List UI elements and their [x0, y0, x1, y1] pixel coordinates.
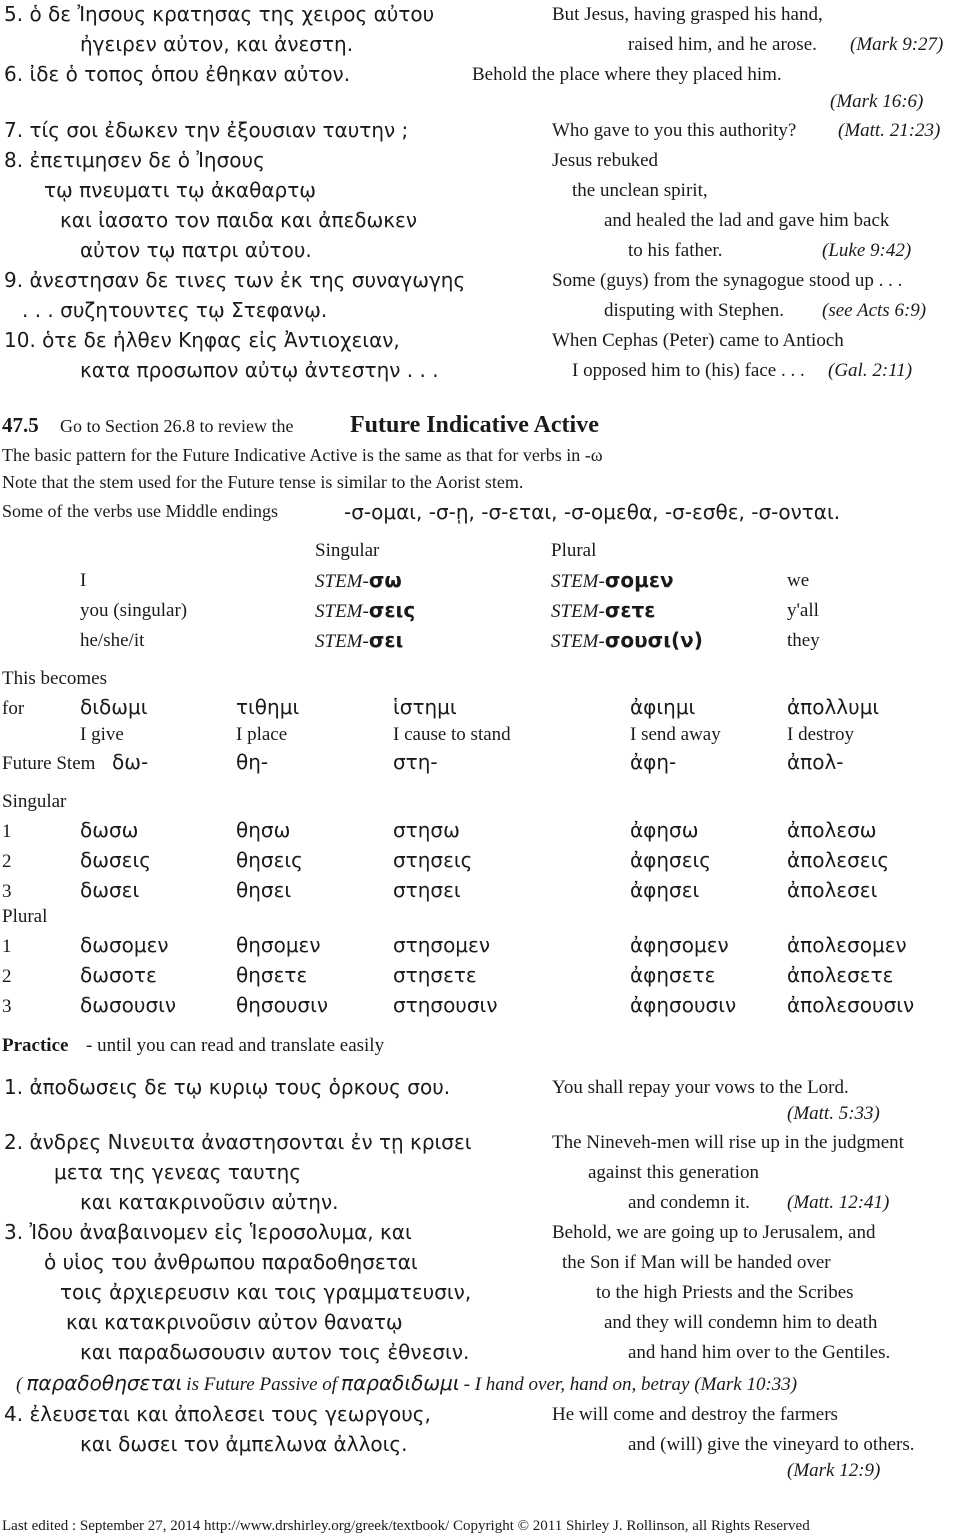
- person-number: 2: [2, 966, 12, 987]
- practice-3-greek: 3. Ἰδου ἀναβαινομεν εἰς Ἱεροσολυμα, και: [4, 1220, 412, 1244]
- person-number: 1: [2, 936, 12, 957]
- practice-3-greek-2: ὁ υἱος του ἀνθρωπου παραδοθησεται: [44, 1250, 418, 1274]
- verb-form: ἀφησει: [630, 878, 700, 902]
- verb-form: ἀπολεσω: [787, 818, 877, 842]
- verb-form: θησει: [236, 878, 292, 902]
- practice-1-english: You shall repay your vows to the Lord.: [552, 1077, 849, 1098]
- plural-ending-cell: STEM-σετε: [551, 598, 656, 622]
- person-label: he/she/it: [80, 630, 145, 651]
- verb-form: ἀφησω: [630, 818, 699, 842]
- verb-gloss: I send away: [630, 724, 721, 745]
- example-8-english-3: and healed the lad and gave him back: [604, 210, 890, 231]
- verb-lemma: ἱστημι: [393, 695, 457, 719]
- practice-4-greek-2: και δωσει τον ἀμπελωνα ἀλλοις.: [80, 1432, 408, 1456]
- verb-form: στησει: [393, 878, 461, 902]
- example-5-greek: 5. ὁ δε Ἰησους κρατησας της χειρος αὐτου: [4, 2, 435, 26]
- verb-form: ἀπολεσομεν: [787, 933, 907, 957]
- section-line-1: The basic pattern for the Future Indicative Active is the same as that for verbs in -ω: [2, 445, 603, 465]
- verb-form: ἀπολεσει: [787, 878, 878, 902]
- verb-form: δωσει: [80, 878, 140, 902]
- verb-lemma: ἀπολλυμι: [787, 695, 880, 719]
- example-9-english: Some (guys) from the synagogue stood up . . .: [552, 270, 903, 291]
- verb-form: θησω: [236, 818, 291, 842]
- verb-form: στησουσιν: [393, 993, 498, 1017]
- becomes-label: This becomes: [2, 668, 108, 689]
- verb-form: στησομεν: [393, 933, 491, 957]
- example-8-greek: 8. ἐπετιμησεν δε ὁ Ἰησους: [4, 148, 265, 172]
- verb-form: θησεις: [236, 848, 303, 872]
- person-label: you (singular): [80, 600, 188, 621]
- example-9-greek: 9. ἀνεστησαν δε τινες των ἐκ της συναγωγης: [4, 268, 466, 292]
- practice-3-greek-3: τοις ἀρχιερευσιν και τοις γραμματευσιν,: [60, 1280, 472, 1304]
- practice-2-english-2: against this generation: [588, 1162, 759, 1183]
- practice-2-english-3: and condemn it.: [628, 1192, 750, 1213]
- scripture-reference: (see Acts 6:9): [822, 300, 927, 321]
- verb-form: ἀφησομεν: [630, 933, 729, 957]
- person-number: 1: [2, 821, 12, 842]
- section-number: 47.5: [2, 413, 39, 437]
- verb-form: ἀφησουσιν: [630, 993, 737, 1017]
- person-number: 3: [2, 881, 12, 902]
- practice-2-greek-3: και κατακρινοῦσιν αὐτην.: [80, 1190, 339, 1214]
- person-label: I: [80, 570, 87, 591]
- example-7-english: Who gave to you this authority?: [552, 120, 797, 141]
- scripture-reference: (Mark 9:27): [850, 34, 944, 55]
- practice-4-greek: 4. ἐλευσεται και ἀπολεσει τους γεωργους,: [4, 1402, 431, 1426]
- practice-2-english: The Nineveh-men will rise up in the judgment: [552, 1132, 904, 1153]
- plural-person-label: y'all: [787, 600, 819, 621]
- verb-form: στησω: [393, 818, 460, 842]
- singular-ending-cell: STEM-σω: [315, 568, 402, 592]
- verb-form: ἀπολεσεις: [787, 848, 890, 872]
- singular-label: Singular: [2, 791, 67, 812]
- example-5-english-2: raised him, and he arose.: [628, 34, 817, 55]
- practice-3-english-2: the Son if Man will be handed over: [562, 1252, 831, 1273]
- example-6-english: Behold the place where they placed him.: [472, 64, 782, 85]
- example-8-english-4: to his father.: [628, 240, 723, 261]
- example-8-greek-2: τῳ πνευματι τῳ ἀκαθαρτῳ: [44, 178, 317, 202]
- verb-form: ἀφησεις: [630, 848, 712, 872]
- singular-ending-cell: STEM-σει: [315, 628, 404, 652]
- section-line-3: Some of the verbs use Middle endings: [2, 501, 278, 521]
- scripture-reference: (Matt. 21:23): [838, 120, 941, 141]
- verb-form: στησετε: [393, 963, 477, 987]
- future-stem: ἀπολ-: [787, 750, 844, 774]
- col-header-plural: Plural: [551, 540, 597, 561]
- future-stem: στη-: [393, 750, 438, 774]
- practice-4-english-2: and (will) give the vineyard to others.: [628, 1434, 915, 1455]
- verb-lemma: διδωμι: [80, 695, 148, 719]
- plural-ending-cell: STEM-σομεν: [551, 568, 674, 592]
- example-5-english: But Jesus, having grasped his hand,: [552, 4, 823, 25]
- example-10-english: When Cephas (Peter) came to Antioch: [552, 330, 844, 351]
- example-7-greek: 7. τίς σοι ἐδωκεν την ἐξουσιαν ταυτην ;: [4, 118, 409, 142]
- example-6-greek: 6. ἰδε ὁ τοπος ὁπου ἐθηκαν αὐτον.: [4, 62, 351, 86]
- example-10-greek: 10. ὁτε δε ἠλθεν Κηφας εἰς Ἀντιοχειαν,: [4, 328, 400, 352]
- scripture-reference: (Matt. 5:33): [787, 1103, 880, 1124]
- verb-form: θησομεν: [236, 933, 321, 957]
- section-intro: Go to Section 26.8 to review the: [60, 416, 294, 436]
- practice-title: Practice: [2, 1035, 69, 1056]
- practice-subtitle: - until you can read and translate easily: [86, 1035, 385, 1056]
- example-8-english-2: the unclean spirit,: [572, 180, 708, 201]
- practice-3-greek-5: και παραδωσουσιν αυτον τοις ἐθνεσιν.: [80, 1340, 470, 1364]
- future-stem: δω-: [112, 750, 149, 774]
- future-stem: θη-: [236, 750, 269, 774]
- practice-3-english-5: and hand him over to the Gentiles.: [628, 1342, 891, 1363]
- practice-3-english: Behold, we are going up to Jerusalem, and: [552, 1222, 876, 1243]
- scripture-reference: (Luke 9:42): [822, 240, 912, 261]
- for-label: for: [2, 698, 25, 719]
- plural-person-label: they: [787, 630, 820, 651]
- practice-3-english-3: to the high Priests and the Scribes: [596, 1282, 854, 1303]
- verb-form: θησετε: [236, 963, 308, 987]
- middle-endings-greek: -σ-ομαι, -σ-ῃ, -σ-εται, -σ-ομεθα, -σ-εσθε, -σ-ονται.: [344, 500, 841, 524]
- scripture-reference: (Mark 12:9): [787, 1460, 881, 1481]
- verb-form: ἀπολεσουσιν: [787, 993, 915, 1017]
- verb-form: δωσουσιν: [80, 993, 177, 1017]
- page-footer: Last edited : September 27, 2014 http://www.drshirley.org/greek/textbook/ Copyright © 2011 Shirley J. Rollinson, all Rights Reserved: [2, 1518, 810, 1534]
- col-header-singular: Singular: [315, 540, 380, 561]
- example-8-greek-4: αὐτον τῳ πατρι αὐτου.: [80, 238, 312, 262]
- section-title: Future Indicative Active: [350, 412, 599, 438]
- example-5-greek-2: ἠγειρεν αὐτον, και ἀνεστη.: [80, 32, 354, 56]
- example-9-greek-2: . . . συζητουντες τῳ Στεφανῳ.: [22, 298, 328, 322]
- person-number: 2: [2, 851, 12, 872]
- verb-gloss: I give: [80, 724, 124, 745]
- example-9-english-2: disputing with Stephen.: [604, 300, 784, 321]
- example-8-english: Jesus rebuked: [552, 150, 659, 171]
- verb-form: δωσοτε: [80, 963, 157, 987]
- verb-form: στησεις: [393, 848, 473, 872]
- practice-4-english: He will come and destroy the farmers: [552, 1404, 838, 1425]
- verb-lemma: ἀφιημι: [630, 695, 696, 719]
- practice-2-greek: 2. ἀνδρες Νινευιτα ἀναστησονται ἐν τῃ κρισει: [4, 1130, 472, 1154]
- verb-form: ἀφησετε: [630, 963, 716, 987]
- future-stem-label: Future Stem: [2, 753, 96, 774]
- verb-form: δωσεις: [80, 848, 151, 872]
- scripture-reference: (Mark 16:6): [830, 91, 924, 112]
- practice-1-greek: 1. ἀποδωσεις δε τῳ κυριῳ τους ὁρκους σου.: [4, 1075, 451, 1099]
- practice-note: ( παραδοθησεται is Future Passive of παραδιδωμι - I hand over, hand on, betray (Mark 10:33): [16, 1371, 798, 1395]
- verb-gloss: I cause to stand: [393, 724, 511, 745]
- plural-person-label: we: [787, 570, 810, 591]
- verb-form: ἀπολεσετε: [787, 963, 894, 987]
- practice-3-english-4: and they will condemn him to death: [604, 1312, 878, 1333]
- plural-ending-cell: STEM-σουσι(ν): [551, 628, 703, 652]
- practice-2-greek-2: μετα της γενεας ταυτης: [54, 1160, 302, 1184]
- practice-3-greek-4: και κατακρινοῦσιν αὐτον θανατῳ: [66, 1310, 403, 1334]
- verb-form: δωσω: [80, 818, 139, 842]
- person-number: 3: [2, 996, 12, 1017]
- plural-label: Plural: [2, 906, 48, 927]
- scripture-reference: (Gal. 2:11): [828, 360, 913, 381]
- verb-form: δωσομεν: [80, 933, 169, 957]
- verb-gloss: I destroy: [787, 724, 855, 745]
- example-10-greek-2: κατα προσωπον αὐτῳ ἀντεστην . . .: [80, 358, 439, 382]
- example-8-greek-3: και ἰασατο τον παιδα και ἀπεδωκεν: [60, 208, 418, 232]
- verb-form: θησουσιν: [236, 993, 329, 1017]
- section-line-2: Note that the stem used for the Future tense is similar to the Aorist stem.: [2, 472, 524, 492]
- scripture-reference: (Matt. 12:41): [787, 1192, 890, 1213]
- example-10-english-2: I opposed him to (his) face . . .: [572, 360, 805, 381]
- singular-ending-cell: STEM-σεις: [315, 598, 416, 622]
- verb-lemma: τιθημι: [236, 695, 300, 719]
- verb-gloss: I place: [236, 724, 288, 745]
- future-stem: ἀφη-: [630, 750, 677, 774]
